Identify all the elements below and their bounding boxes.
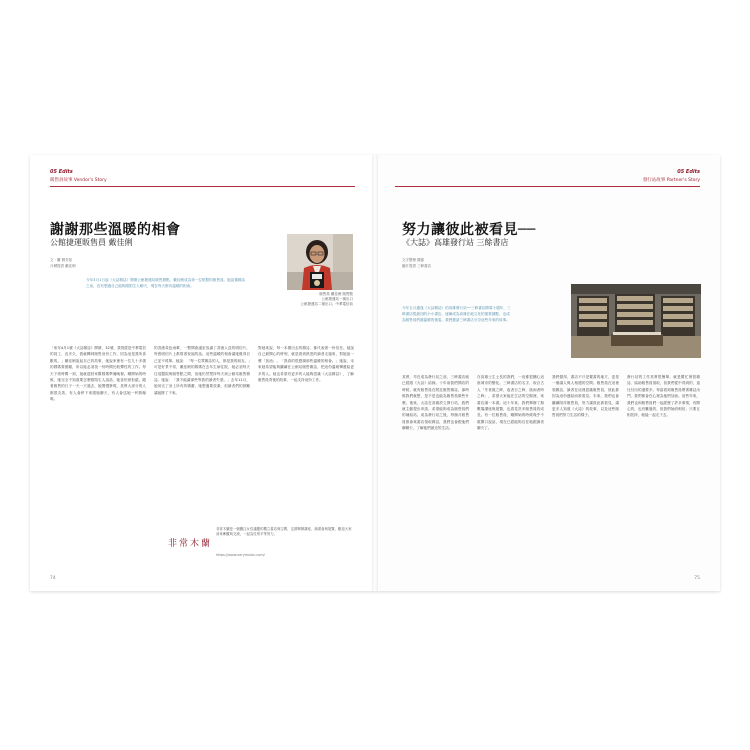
section-code: 05 Edits (50, 169, 73, 175)
shop-logo: 非常木蘭 (168, 539, 213, 549)
body-column-1: 其實，早在成為發行站之前，三餘書店就已經跟《大誌》結緣。十年前我們開店的時候，就有販售員在附近販售雜誌，那時候我們就想，是不是也能為販售員做些什麼。後來，大誌在高雄設立發行站，我們就主動提出申請，希望能夠成為販售員們的補給站。成為發行站之後，每個月販售員都會來書店領取雜誌，我們也會跟他們聊聊天，了解他們最近的生活。 (402, 375, 469, 431)
caption-location-1: 公館捷運站一號出口 (321, 297, 353, 301)
body-column-3: 對她來說，每一本賣出去的雜誌，都代表著一份信任。她說自己最開心的時刻，就是看到熟悉的讀者走過來，對她說一聲「加油」。「我真的很感謝那些溫暖的相會。」她說，未來她希望能夠繼續在公館站販售雜誌，把這份溫暖傳遞給更多的人。她也希望有更多的人能夠認識《大誌雜誌》，了解販售員背後的故事，一起支持這份工作。 (258, 346, 354, 383)
caption-location-2: 公館捷運站二號出口、中華電信前 (300, 302, 353, 306)
credit-photo: 圖片提供 三餘書店 (402, 264, 432, 268)
article-credits (50, 257, 76, 269)
article-headline: 努力讓彼此被看見── (402, 222, 536, 238)
credit-writer: 文字整理 陳晏 (402, 258, 425, 262)
bookstore-photo-illustration (571, 284, 701, 358)
article-headline: 謝謝那些溫暖的相會 (50, 222, 181, 238)
body-column-2: 在高雄土生土長的我們，一直都很關心這座城市的變化。三餘書店的名字，取自古人「冬者歲之餘，夜者日之餘，陰雨者時之餘」，希望大家能在生活的空隙裡，來書店讀一本書。這十年來，我們舉辦了無數場講座與展覽，也看見許多販售員的成長。有一位販售員，剛開始的時候幾乎不敢開口說話，現在已經能夠自在地跟讀者聊天了。 (477, 375, 544, 431)
article-lede: 今年五月適逢《大誌雜誌》的高雄發行站──三餘書店開幕十週年，三餘書店從最初的小小書店，逐漸成為高雄在地文化的重要據點，也成為販售員們最溫暖的後盾。我們邀請三餘書店分享這些年來的故事。 (402, 306, 511, 322)
article-subhead: 公館捷運販售員 戴佳俐 (50, 238, 133, 247)
shop-url[interactable]: https://www.verymulan.com/ (216, 553, 265, 557)
section-label: 販售員故事 Vendor's Story (50, 178, 107, 183)
page-number-right: 75 (694, 576, 700, 581)
body-column-2: 的香港黃色雨傘，一整間會議室放滿了香港人送的明信片，每張明信片上都寫著祝福的話。這些溫暖的相會讓她覺得自己並不孤單。她說：「每一位買雜誌的人，都是我的朋友。」可是好景不常，戴佳俐的媽媽在去年生病住院，她必須每天往返醫院與販售點之間，但她仍然堅持每天到公館站販售雜誌。她說：「我不能讓那些等我的讀者失望。」去年11月，她用完了身上所有的積蓄，她想過要放棄，但讀者們的鼓勵讓她撐了下來。 (154, 346, 250, 395)
section-header (643, 169, 700, 183)
vendor-photo-caption (250, 292, 353, 307)
page-number-left: 74 (50, 576, 56, 581)
section-header (50, 169, 107, 183)
section-label: 發行站故事 Partner's Story (642, 178, 700, 183)
magazine-spread (30, 155, 720, 591)
body-column-1: 「來年4月1號《大誌雜誌》開辦，32號，我曾經是中華電信的員工，沒多久，我就轉到販售這份工作，因為這是我所喜歡的。」戴佳俐說起自己的故事，她說家裡有一位九十多歲的媽媽要照顧，所以她必須找一份時間比較彈性的工作。每天下班時間一到，她就趕回家幫媽媽準備晚餐。剛開始的時候，她完全不知道要怎麼跟陌生人說話，她害怕被拒絕。隨著販售的日子一天一天過去，她慢慢發現，其實大部分的人都很友善，有人會停下來跟她聊天，有人會送她一杯熱咖啡。 (50, 346, 146, 402)
body-column-3: 我們覺得，書店不只是賣書的地方，更是一個讓人與人相遇的空間。販售員在這裡領雜誌，讀者在這裡認識販售員，彼此都因為這份連結而被看見。未來，我們也會繼續陪伴販售員，努力讓彼此被看見，讓更多人知道《大誌》的故事，以及這些販售員們努力生活的樣子。 (552, 375, 619, 418)
credit-photo: 月曆提供 戴佳俐 (50, 264, 76, 268)
bookstore-photo (571, 284, 701, 358)
vendor-photo-illustration (287, 234, 353, 290)
right-page (375, 155, 720, 591)
section-code: 05 Edits (677, 169, 700, 175)
header-rule (50, 186, 355, 187)
body-column-4: 發行站的工作其實很簡單，就是幫忙保管雜誌、協助販售員領取，但我們從中得到的，遠比付出的還要多。每當看到販售員帶著雜誌出門，我們都會在心裡為他們加油。這些年來，我們也和販售員們一起經歷了許多事情，有開心的，也有難過的，但我們始終相信，只要互相扶持，就能一起走下去。 (627, 375, 700, 418)
credit-writer: 文・攝 劉芳茹 (50, 258, 73, 262)
caption-name: 販售員 戴佳俐 販售點 (319, 292, 353, 296)
spine-gutter (372, 155, 378, 591)
left-page (30, 155, 375, 591)
header-rule (395, 186, 700, 187)
article-lede: 今年3月1日起《大誌雜誌》開辦公館捷運站販售據點，戴佳俐成為第一位駐點的販售員。她說賣雜誌之前，沒有想過自己能夠跟陌生人聊天，現在每天都有溫暖的相會。 (86, 278, 246, 288)
vendor-photo (287, 234, 353, 290)
article-credits (402, 257, 431, 269)
shop-description: 非常木蘭是一個關注女性議題的獨立書店與空間，定期舉辦講座、讀書會與展覽，歡迎大家前來參觀與交流，一起為性別平等努力。 (216, 527, 352, 536)
article-subhead: 《大誌》高雄發行站 三餘書店 (402, 238, 509, 247)
